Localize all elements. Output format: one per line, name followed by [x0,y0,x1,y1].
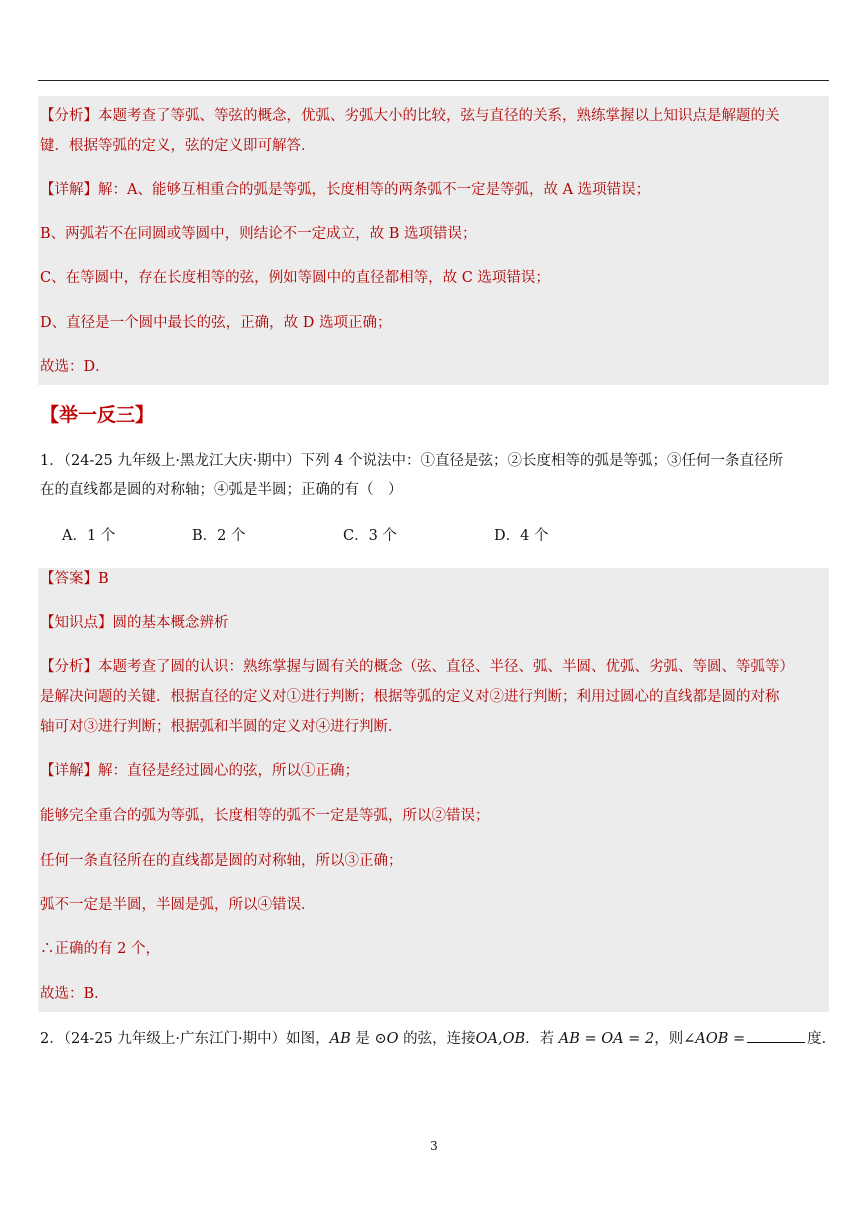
q2-angle: ∠AOB = [683,1031,746,1047]
detail-tag: 【详解】 [40,763,98,779]
q1-option-d: D．4 个 [494,528,549,544]
q1-line1: 1．（24-25 九年级上·黑龙江大庆·期中）下列 4 个说法中：①直径是弦；②长度相等的弧是等弧；③任何一条直径所 [40,453,784,469]
analysis-tag: 【分析】 [40,659,98,675]
analysis-tag: 【分析】 [40,108,98,124]
box2-answer: 【答案】B [40,571,109,587]
q2-ab: AB [329,1031,351,1047]
q1-option-a: A．1 个 [62,528,116,544]
q1-option-c: C．3 个 [343,528,397,544]
page-number: 3 [430,1139,438,1153]
box2-analysis-line3: 轴可对③进行判断；根据弧和半圆的定义对④进行判断． [40,719,403,735]
q2-equation: AB = OA = 2 [558,1031,655,1047]
box2-detail-line4: 弧不一定是半圆，半圆是弧，所以④错误． [40,897,316,913]
box2-analysis-line2: 是解决问题的关键．根据直径的定义对①进行判断；根据等弧的定义对②进行判断；利用过圆心的直线都是圆的对称 [40,689,780,705]
box2-knowledge-point: 【知识点】圆的基本概念辨析 [40,615,229,631]
box2-detail-line2: 能够完全重合的弧为等弧，长度相等的弧不一定是等弧，所以②错误； [40,808,490,824]
q1-option-b: B．2 个 [192,528,246,544]
q1-line2: 在的直线都是圆的对称轴；④弧是半圆；正确的有（ ） [40,482,403,498]
box2-detail-line5: ∴正确的有 2 个， [40,941,160,957]
box1-detail-line3: C、在等圆中，存在长度相等的弦，例如等圆中的直径都相等，故 C 选项错误； [40,270,550,286]
section-title: 【举一反三】 [40,404,155,426]
q2-line: 2．（24-25 九年级上·广东江门·期中）如图，AB 是 ⊙O 的弦，连接OA,OB．若 AB = OA = 2，则∠AOB = 度． [40,1028,836,1049]
box1-analysis-line2: 键．根据等弧的定义，弦的定义即可解答． [40,138,316,154]
q2-oa-ob: OA,OB [475,1031,526,1047]
detail-tag: 【详解】 [40,182,98,198]
answer-tag: 【答案】 [40,571,98,587]
box2-conclusion: 故选：B． [40,986,109,1002]
box2-analysis-line1: 【分析】本题考查了圆的认识：熟练掌握与圆有关的概念（弦、直径、半径、弧、半圆、优弧、劣弧、等圆、等弧等） [40,659,794,675]
box1-detail-line4: D、直径是一个圆中最长的弦，正确，故 D 选项正确； [40,315,392,331]
box1-detail-line1: 【详解】解：A、能够互相重合的弧是等弧，长度相等的两条弧不一定是等弧，故 A 选项错误； [40,182,651,198]
box1-detail-line2: B、两弧若不在同圆或等圆中，则结论不一定成立，故 B 选项错误； [40,226,477,242]
box2-detail-line1: 【详解】解：直径是经过圆心的弦，所以①正确； [40,763,359,779]
box1-conclusion: 故选：D． [40,359,110,375]
answer-blank [747,1028,805,1043]
box1-analysis-line1: 【分析】本题考查了等弧、等弦的概念，优弧、劣弧大小的比较，弦与直径的关系，熟练掌握以上知识点是解题的关 [40,108,780,124]
box2-detail-line3: 任何一条直径所在的直线都是圆的对称轴，所以③正确； [40,853,403,869]
q2-circle: ⊙O [374,1031,399,1047]
header-rule [38,80,829,81]
knowledge-tag: 【知识点】 [40,615,113,631]
